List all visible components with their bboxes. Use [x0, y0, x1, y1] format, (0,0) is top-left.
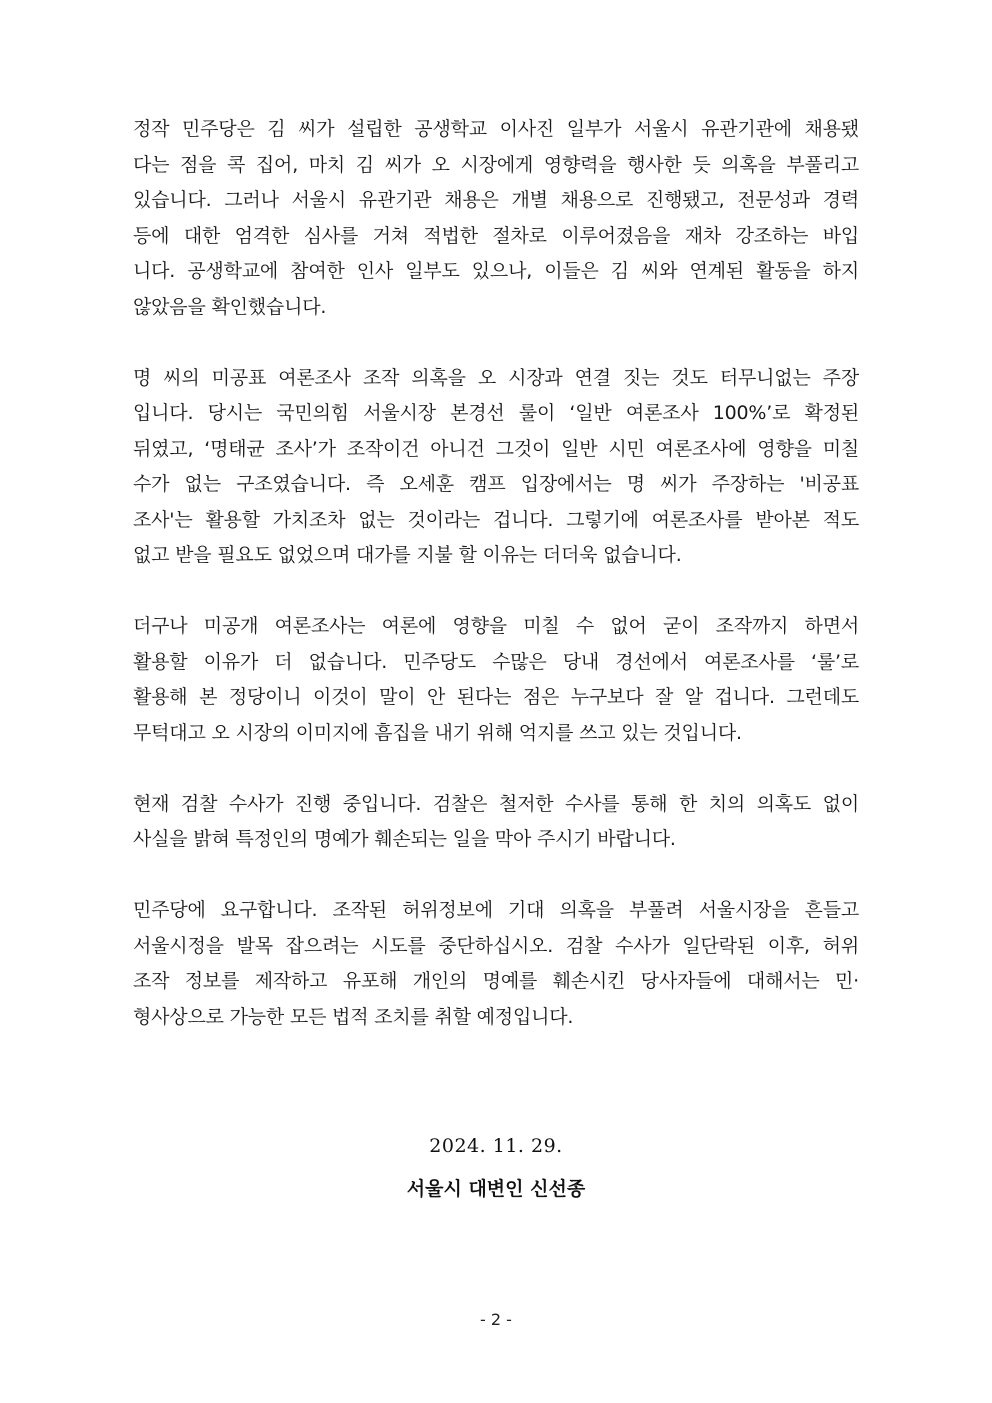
text-line: 수가 없는 구조였습니다. 즉 오세훈 캠프 입장에서는 명 씨가 주장하는 '비공표	[133, 473, 859, 495]
text-line: 사실을 밝혀 특정인의 명예가 훼손되는 일을 막아 주시기 바랍니다.	[133, 828, 676, 850]
paragraph	[133, 112, 859, 325]
text-line: 활용할 이유가 더 없습니다. 민주당도 수많은 당내 경선에서 여론조사를 ‘룰’로	[133, 650, 859, 673]
text-line: 현재 검찰 수사가 진행 중입니다. 검찰은 철저한 수사를 통해 한 치의 의혹도 없이	[133, 792, 859, 815]
text-line: 형사상으로 가능한 모든 법적 조치를 취할 예정입니다.	[133, 1005, 574, 1028]
text-line: 서울시정을 발목 잡으려는 시도를 중단하십시오. 검찰 수사가 일단락된 이후, 허위	[133, 934, 859, 957]
text-line: 않았음을 확인했습니다.	[133, 295, 327, 318]
text-line: 뒤였고, ‘명태균 조사’가 조작이건 아니건 그것이 일반 시민 여론조사에 영향을 미칠	[133, 437, 859, 460]
press-release-body	[133, 112, 859, 1071]
text-line: 다는 점을 콕 집어, 마치 김 씨가 오 시장에게 영향력을 행사한 듯 의혹을 부풀리고	[133, 153, 859, 176]
paragraph	[133, 893, 859, 1035]
paragraph	[133, 361, 859, 574]
text-line: 민주당에 요구합니다. 조작된 허위정보에 기대 의혹을 부풀려 서울시장을 흔들고	[133, 899, 859, 921]
release-date: 2024. 11. 29.	[429, 1135, 563, 1157]
spokesperson-signature: 서울시 대변인 신선종	[406, 1178, 586, 1200]
text-line: 명 씨의 미공표 여론조사 조작 의혹을 오 시장과 연결 짓는 것도 터무니없는 주장	[133, 366, 859, 389]
page-number: - 2 -	[480, 1310, 512, 1329]
paragraph	[133, 609, 859, 751]
text-line: 입니다. 당시는 국민의힘 서울시장 본경선 룰이 ‘일반 여론조사 100%’로 확정된	[133, 402, 859, 424]
text-line: 등에 대한 엄격한 심사를 거쳐 적법한 절차로 이루어졌음을 재차 강조하는 바입	[133, 224, 859, 247]
text-line: 더구나 미공개 여론조사는 여론에 영향을 미칠 수 없어 굳이 조작까지 하면서	[133, 615, 859, 637]
text-line: 활용해 본 정당이니 이것이 말이 안 된다는 점은 누구보다 잘 알 겁니다. 그런데도	[133, 686, 859, 708]
text-line: 없고 받을 필요도 없었으며 대가를 지불 할 이유는 더더욱 없습니다.	[133, 544, 682, 566]
text-line: 니다. 공생학교에 참여한 인사 일부도 있으나, 이들은 김 씨와 연계된 활동을 하지	[133, 260, 859, 282]
text-line: 있습니다. 그러나 서울시 유관기관 채용은 개별 채용으로 진행됐고, 전문성과 경력	[133, 189, 859, 211]
text-line: 조사'는 활용할 가치조차 없는 것이라는 겁니다. 그렇기에 여론조사를 받아본 적도	[133, 508, 859, 531]
text-line: 조작 정보를 제작하고 유포해 개인의 명예를 훼손시킨 당사자들에 대해서는 민·	[133, 970, 859, 992]
text-line: 무턱대고 오 시장의 이미지에 흠집을 내기 위해 억지를 쓰고 있는 것입니다.	[133, 721, 742, 744]
text-line: 정작 민주당은 김 씨가 설립한 공생학교 이사진 일부가 서울시 유관기관에 채용됐	[133, 118, 859, 140]
paragraph	[133, 787, 859, 858]
